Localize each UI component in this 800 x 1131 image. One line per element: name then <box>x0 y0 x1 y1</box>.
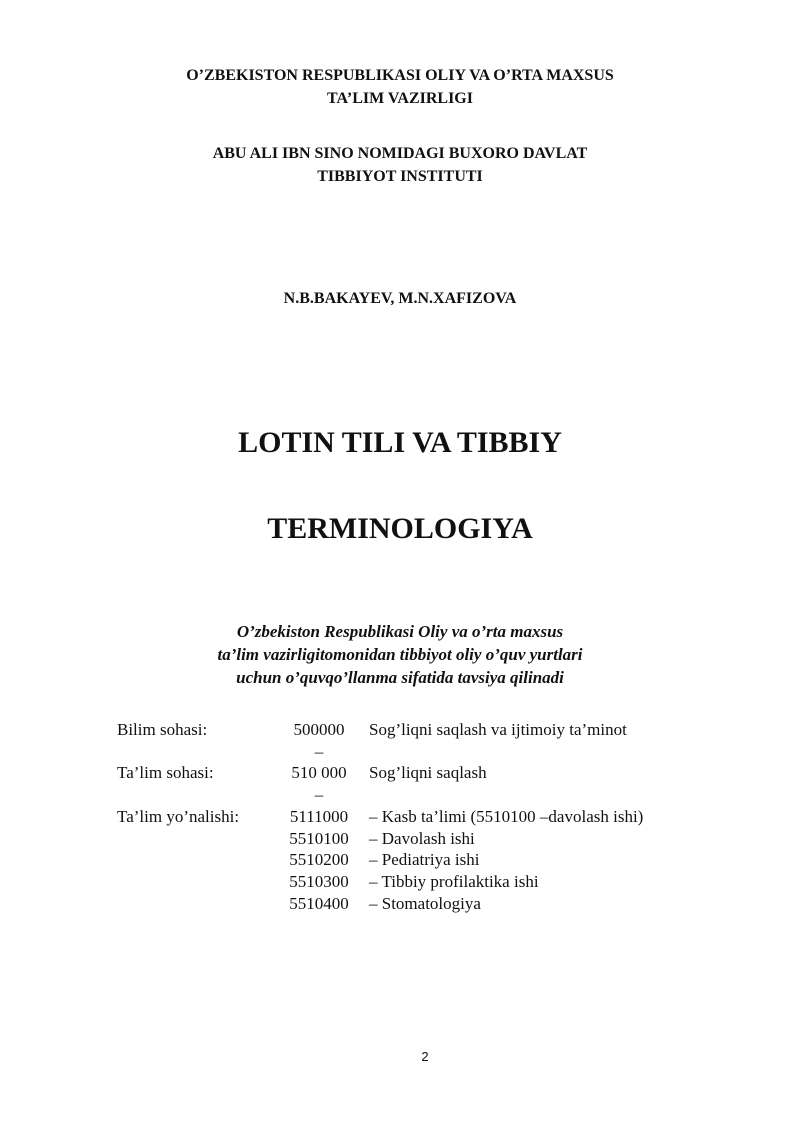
info-table <box>117 719 699 914</box>
authors: N.B.BAKAYEV, M.N.XAFIZOVA <box>283 290 517 307</box>
info-desc: – Kasb ta’limi (5510100 –davolash ishi) <box>369 806 644 826</box>
institute-heading <box>0 142 800 188</box>
institute-line-1: ABU ALI IBN SINO NOMIDAGI BUXORO DAVLAT <box>212 145 588 162</box>
info-row <box>117 849 699 871</box>
ministry-heading <box>0 64 800 110</box>
recommendation-line-2: ta’lim vazirligitomonidan tibbiyot oliy o’quv yurtlari <box>217 645 583 664</box>
title-line-1: LOTIN TILI VA TIBBIY <box>238 426 562 459</box>
info-desc: – Tibbiy profilaktika ishi <box>369 871 539 891</box>
info-label <box>117 849 289 871</box>
institute-line-2: TIBBIYOT INSTITUTI <box>317 168 483 185</box>
info-row <box>117 828 699 850</box>
info-code: 5510400 <box>289 893 349 913</box>
info-row <box>117 871 699 893</box>
recommendation-line-3: uchun o’quvqo’llanma sifatida tavsiya qilinadi <box>236 668 564 687</box>
info-desc: – Davolash ishi <box>369 828 475 848</box>
info-row <box>117 893 699 915</box>
recommendation-text <box>0 620 800 689</box>
info-desc: – Stomatologiya <box>369 893 481 913</box>
info-label: Bilim sohasi: <box>117 720 208 739</box>
info-code: 510 000 – <box>291 763 347 805</box>
ministry-line-1: O’ZBEKISTON RESPUBLIKASI OLIY VA O’RTA MAXSUS <box>186 67 614 84</box>
info-label <box>117 871 289 893</box>
info-code: 5510100 <box>289 828 349 848</box>
info-code: 5510300 <box>289 871 349 891</box>
info-desc: – Pediatriya ishi <box>369 850 480 870</box>
info-label <box>117 893 289 915</box>
title-line-2: TERMINOLOGIYA <box>267 512 533 545</box>
info-row <box>117 719 699 762</box>
info-label: Ta’lim yo’nalishi: <box>117 806 240 826</box>
info-code: 5111000 <box>289 806 349 826</box>
info-row <box>117 806 699 828</box>
ministry-line-2: TA’LIM VAZIRLIGI <box>327 90 473 107</box>
info-code: 500000 – <box>293 720 345 761</box>
recommendation-line-1: O’zbekiston Respublikasi Oliy va o’rta maxsus <box>236 622 564 641</box>
info-desc: Sog’liqni saqlash va ijtimoiy ta’minot <box>369 720 627 739</box>
info-label <box>117 828 289 850</box>
info-desc: Sog’liqni saqlash <box>369 763 487 783</box>
info-row <box>117 762 699 805</box>
info-code: 5510200 <box>289 850 349 870</box>
info-label: Ta’lim sohasi: <box>117 763 214 783</box>
page-number: 2 <box>421 1049 429 1064</box>
